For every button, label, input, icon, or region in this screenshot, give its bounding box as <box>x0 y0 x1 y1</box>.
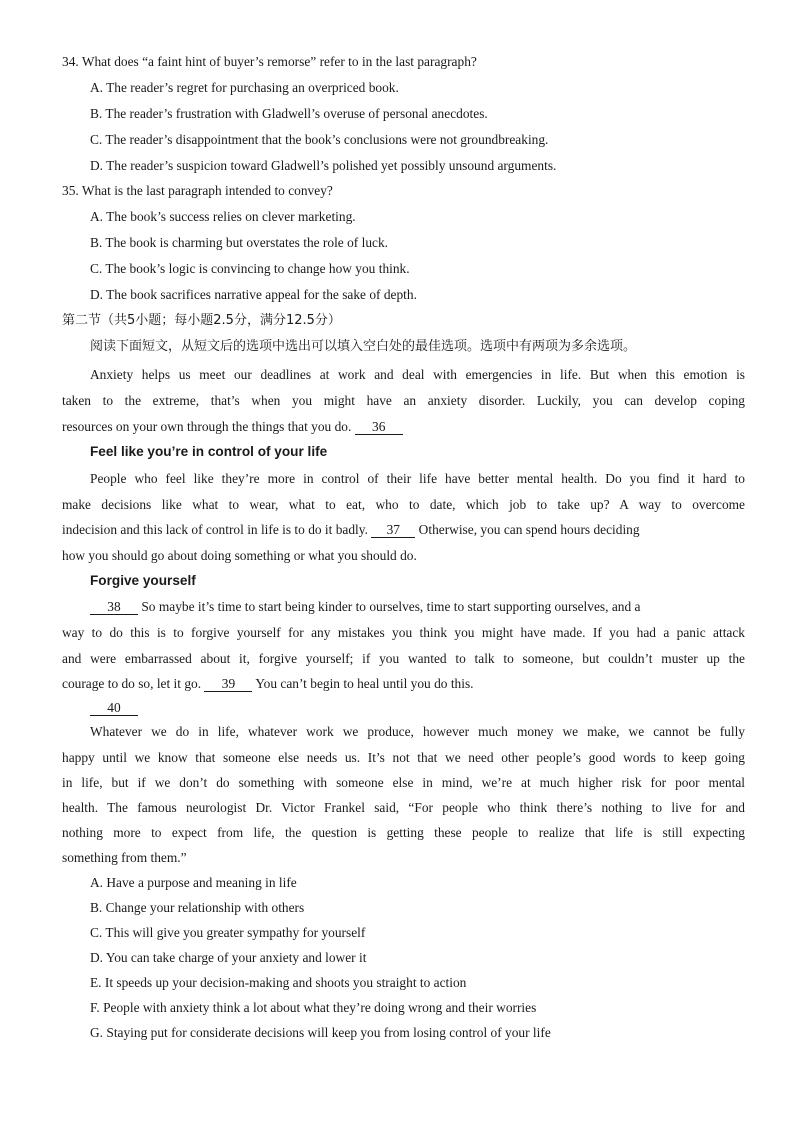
choice-f: F. People with anxiety think a lot about what they’re doing wrong and their worries <box>90 1000 537 1015</box>
paragraph-2-line-4 <box>62 675 474 693</box>
paragraph-2-line-1-text: So maybe it’s time to start being kinder to ourselves, time to start supporting ourselves, and a <box>141 599 641 614</box>
paragraph-1-line-3-post: Otherwise, you can spend hours deciding <box>418 522 640 537</box>
paragraph-1-line-2: make decisions like what to wear, what to eat, who to date, which job to take up? A way to overcome <box>62 497 745 512</box>
choice-a: A. Have a purpose and meaning in life <box>90 875 297 890</box>
question-35-option-c: C. The book’s logic is convincing to change how you think. <box>90 261 410 276</box>
passage-intro-line-2: taken to the extreme, that’s when you might have an anxiety disorder. Luckily, you can develop coping <box>62 393 745 408</box>
paragraph-1-line-3 <box>62 521 640 539</box>
blank-40[interactable]: 40 <box>90 700 138 716</box>
passage-intro-line-1: Anxiety helps us meet our deadlines at work and deal with emergencies in life. But when this emotion is <box>90 367 745 382</box>
section-2-header: 第二节（共5小题；每小题2.5分，满分12.5分） <box>62 313 341 328</box>
paragraph-3-line-5: nothing more to expect from life, the question is getting these people to realize that life is still expecting <box>62 825 745 840</box>
question-35-stem: 35. What is the last paragraph intended to convey? <box>62 183 333 198</box>
question-34-option-a: A. The reader’s regret for purchasing an overpriced book. <box>90 80 399 95</box>
blank-39[interactable]: 39 <box>204 676 252 692</box>
paragraph-2-line-4-post: You can’t begin to heal until you do this. <box>255 676 474 691</box>
question-35-option-a: A. The book’s success relies on clever marketing. <box>90 209 356 224</box>
choice-d: D. You can take charge of your anxiety and lower it <box>90 950 367 965</box>
choice-g: G. Staying put for considerate decisions will keep you from losing control of your life <box>90 1025 551 1040</box>
question-34-option-b: B. The reader’s frustration with Gladwell’s overuse of personal anecdotes. <box>90 106 488 121</box>
blank-36[interactable]: 36 <box>355 419 403 435</box>
paragraph-3-line-2: happy until we know that someone else needs us. It’s not that we need other people’s good words to keep going <box>62 750 745 765</box>
question-34-option-d: D. The reader’s suspicion toward Gladwell’s polished yet possibly unsound arguments. <box>90 158 557 173</box>
paragraph-1-line-4: how you should go about doing something or what you should do. <box>62 548 417 563</box>
blank-38[interactable]: 38 <box>90 599 138 615</box>
paragraph-3-line-4: health. The famous neurologist Dr. Victor Frankel said, “For people who think there’s nothing to live for and <box>62 800 745 815</box>
heading-blank-40 <box>90 699 138 717</box>
paragraph-2-line-3: and were embarrassed about it, forgive yourself; if you wanted to talk to someone, but couldn’t muster up the <box>62 651 745 666</box>
section-2-instruction: 阅读下面短文，从短文后的选项中选出可以填入空白处的最佳选项。选项中有两项为多余选项。 <box>90 339 637 354</box>
paragraph-3-line-6: something from them.” <box>62 850 187 865</box>
paragraph-2-line-1 <box>90 598 745 616</box>
paragraph-1-line-3-pre: indecision and this lack of control in life is to do it badly. <box>62 522 368 537</box>
heading-forgive-yourself: Forgive yourself <box>90 573 196 588</box>
passage-intro-line-3-text: resources on your own through the things that you do. <box>62 419 352 434</box>
choice-c: C. This will give you greater sympathy for yourself <box>90 925 366 940</box>
paragraph-3-line-3: in life, but if we don’t do something with someone else in mind, we’re at much higher risk for poor mental <box>62 775 745 790</box>
heading-control-your-life: Feel like you’re in control of your life <box>90 444 328 459</box>
paragraph-2-line-2: way to do this is to forgive yourself for any mistakes you think you might have made. If you had a panic attack <box>62 625 745 640</box>
question-35-option-d: D. The book sacrifices narrative appeal for the sake of depth. <box>90 287 417 302</box>
choice-b: B. Change your relationship with others <box>90 900 305 915</box>
question-35-option-b: B. The book is charming but overstates the role of luck. <box>90 235 389 250</box>
question-34-stem: 34. What does “a faint hint of buyer’s remorse” refer to in the last paragraph? <box>62 54 477 69</box>
paragraph-1-line-1: People who feel like they’re more in control of their life have better mental health. Do you find it hard to <box>90 471 745 486</box>
passage-intro-line-3 <box>62 418 403 436</box>
choice-e: E. It speeds up your decision-making and shoots you straight to action <box>90 975 467 990</box>
blank-37[interactable]: 37 <box>371 522 415 538</box>
paragraph-2-line-4-pre: courage to do so, let it go. <box>62 676 202 691</box>
paragraph-3-line-1: Whatever we do in life, whatever work we produce, however much money we make, we cannot be fully <box>90 724 745 739</box>
question-34-option-c: C. The reader’s disappointment that the book’s conclusions were not groundbreaking. <box>90 132 549 147</box>
